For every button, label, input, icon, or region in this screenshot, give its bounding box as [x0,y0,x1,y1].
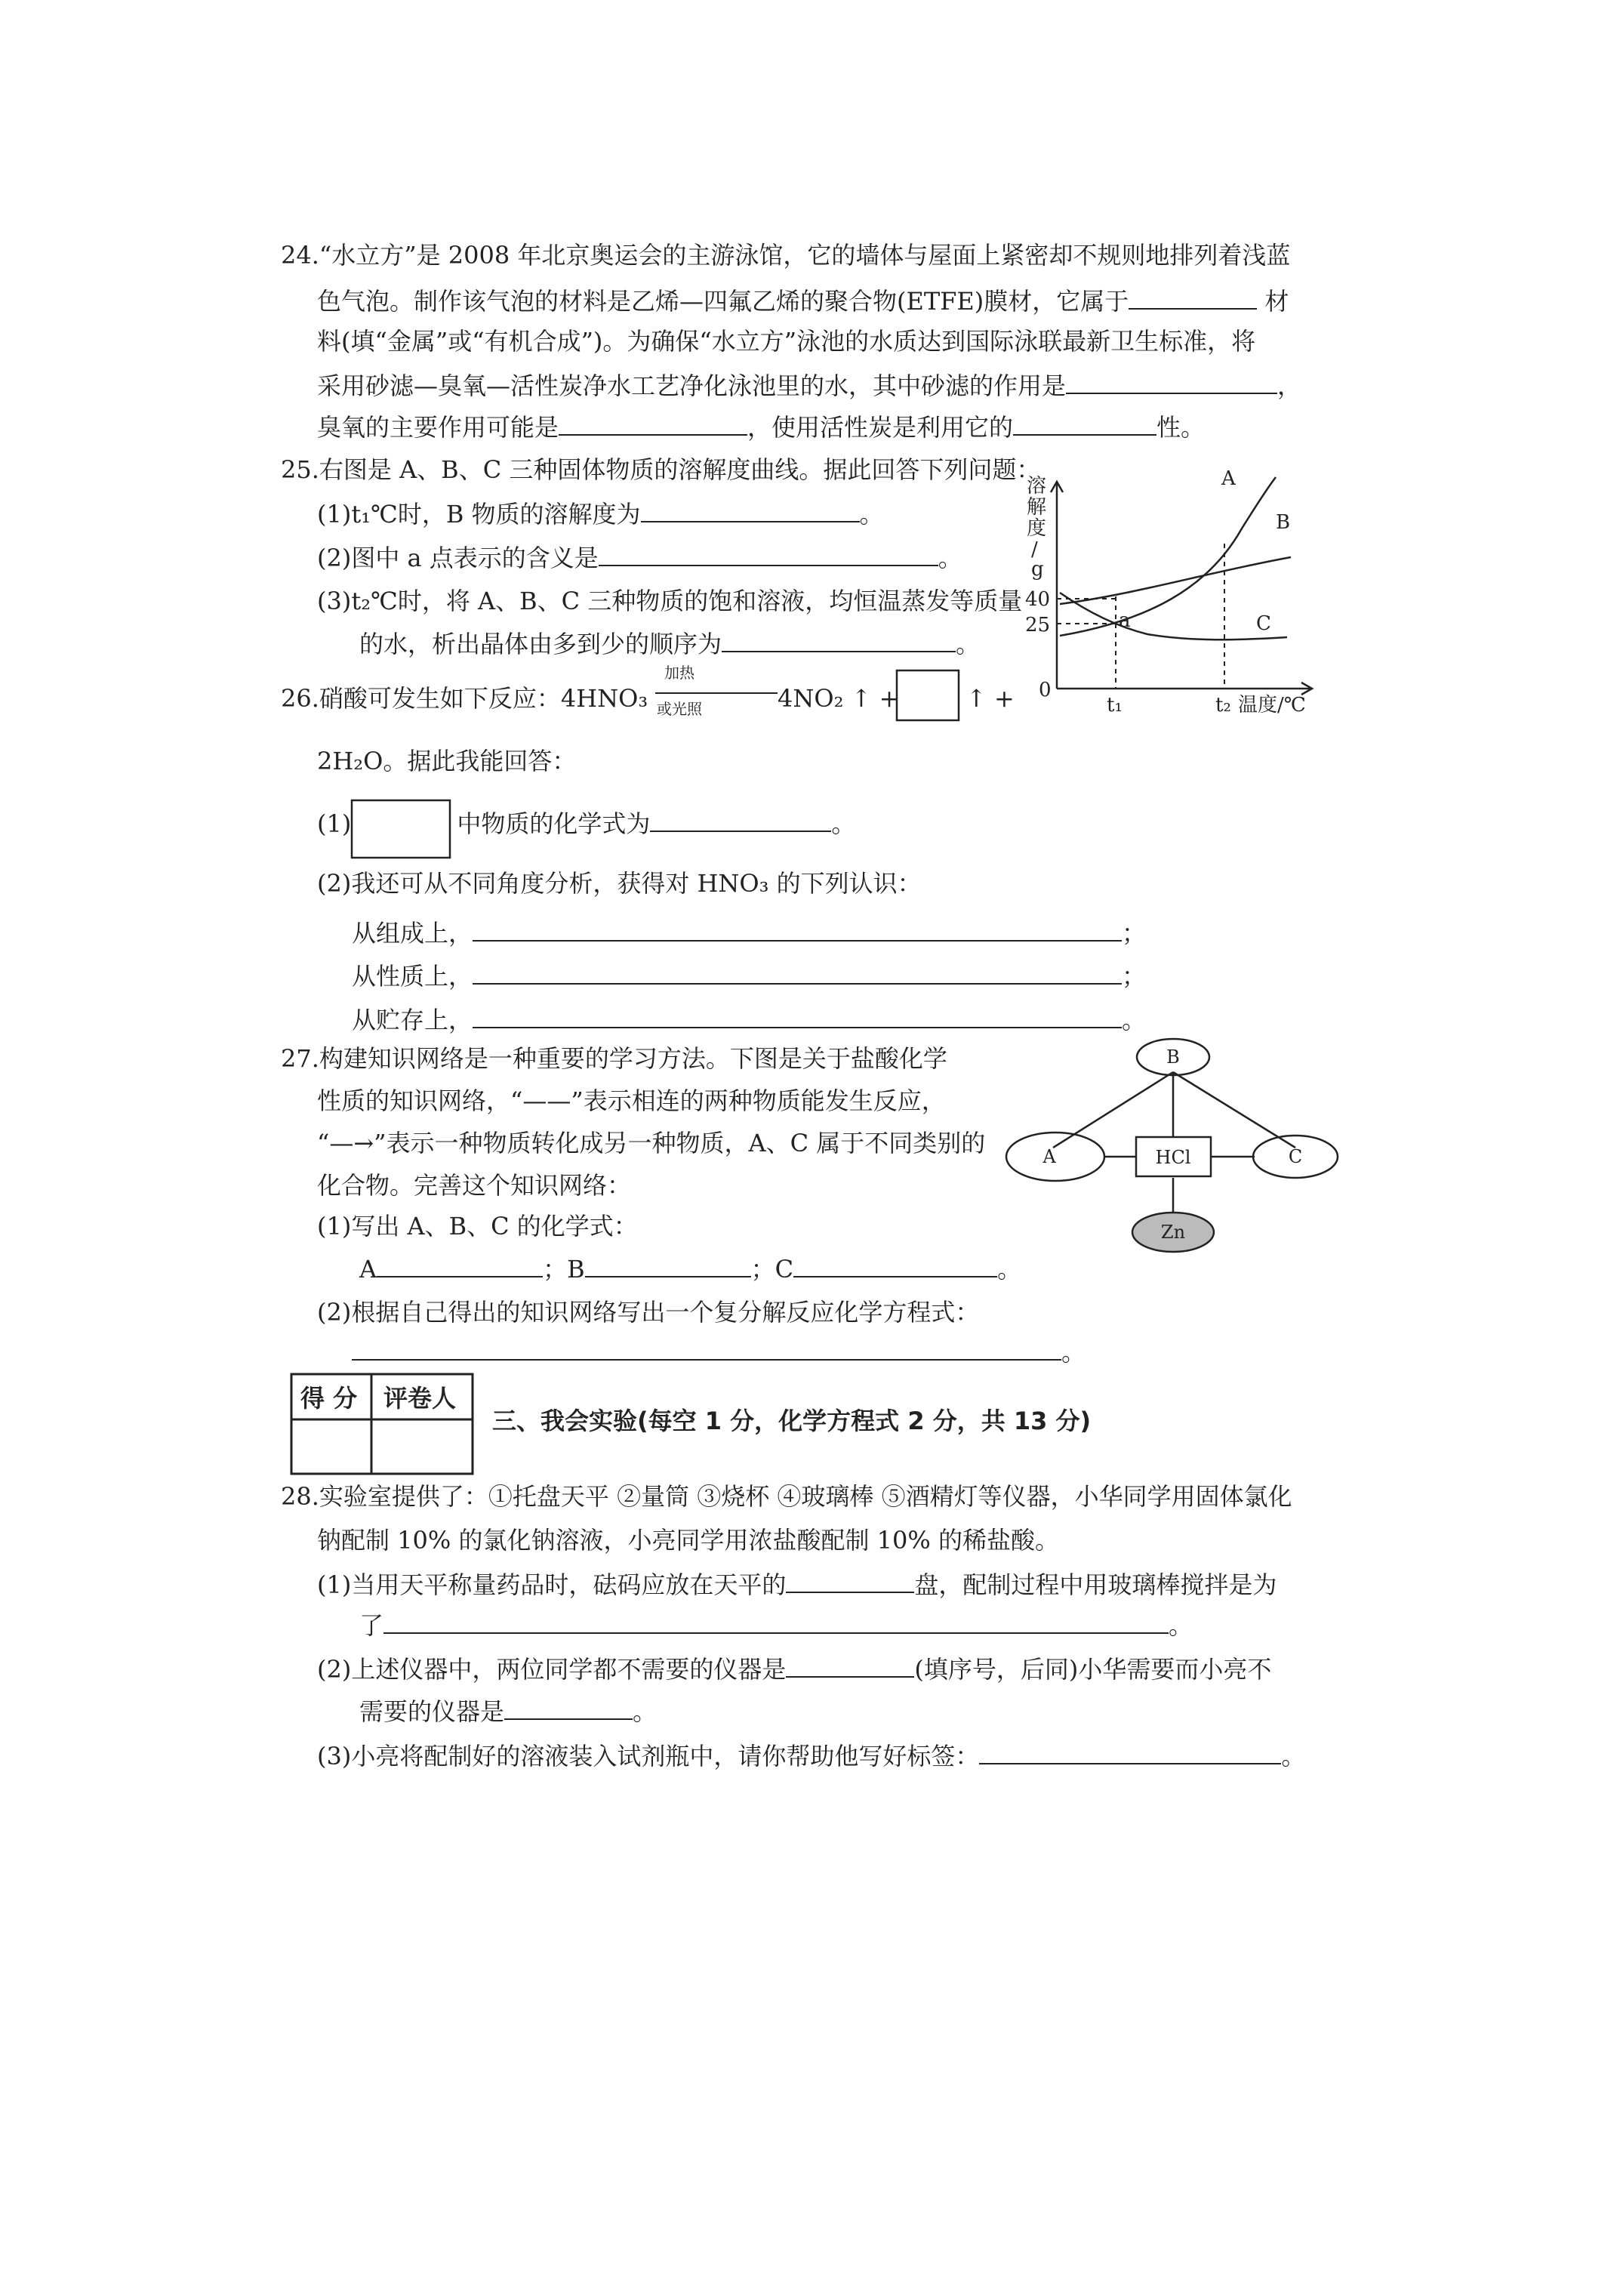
score-table-frame [291,1374,473,1474]
chart-ylabel-5: g [1031,558,1044,581]
q26-eq-left: 26.硝酸可发生如下反应：4HNO₃ [281,684,648,713]
chart-tick-t2: t₂ [1215,694,1231,717]
node-hcl-label: HCl [1155,1147,1191,1168]
solubility-chart [1051,477,1312,695]
chart-tick-t1: t₁ [1107,694,1123,717]
chart-labels [1025,467,1306,717]
q26-eq-mid: 4NO₂ ↑ + [778,684,900,713]
q27-sub2: (2)根据自己得出的知识网络写出一个复分解反应化学方程式： [317,1298,980,1327]
q25-part3-end: 。 [956,630,981,658]
q25-part2-text: (2)图中 a 点表示的含义是 [317,544,599,572]
q24-line5-end: 性。 [1156,413,1206,442]
node-zn-label: Zn [1160,1222,1186,1243]
q27-equation-end: 。 [1061,1338,1086,1367]
q27-line4: 化合物。完善这个知识网络： [317,1171,632,1200]
q26-condition-top: 加热 [664,664,694,682]
chart-label-c: C [1256,612,1271,635]
q26-line2: 2H₂O。据此我能回答： [317,747,577,775]
chart-label-a: A [1221,467,1236,490]
q25-part1-text: (1)t₁℃时，B 物质的溶解度为 [317,500,641,529]
q24-line4-text: 采用砂滤—臭氧—活性炭净水工艺净化泳池里的水，其中砂滤的作用是 [317,371,1067,400]
q28-sub1-text: (1)当用天平称量药品时，砝码应放在天平的 [317,1570,787,1599]
q24-line3: 料(填“金属”或“有机合成”)。为确保“水立方”泳池的水质达到国际泳联最新卫生标准，将 [317,327,1256,356]
q28-line1: 28.实验室提供了：①托盘天平 ②量筒 ③烧杯 ④玻璃棒 ⑤酒精灯等仪器，小华同学用固体氯化 [281,1482,1292,1511]
chart-origin: 0 [1039,679,1052,701]
node-b-label: B [1166,1046,1180,1068]
q27-line2: 性质的知识网络，“——”表示相连的两种物质能发生反应， [317,1086,946,1115]
q26-sub2: (2)我还可从不同角度分析，获得对 HNO₃ 的下列认识： [317,869,922,898]
chart-ylabel-2: 解 [1027,496,1047,519]
q28-sub3-text: (3)小亮将配制好的溶液装入试剂瓶中，请你帮助他写好标签： [317,1742,980,1771]
q27-sub1: (1)写出 A、B、C 的化学式： [317,1212,638,1240]
q25-line4: (3)t₂℃时，将 A、B、C 三种物质的饱和溶液，均恒温蒸发等质量 [317,587,1023,615]
q28-sub1-mid: 盘，配制过程中用玻璃棒搅拌是为 [914,1570,1277,1599]
chart-ylabel-3: 度 [1027,517,1047,540]
hcl-network [1006,1039,1338,1252]
q24-line2-text: 色气泡。制作该气泡的材料是乙烯—四氟乙烯的聚合物(ETFE)膜材，它属于 [317,287,1129,316]
q26-composition-label: 从组成上， [352,919,473,948]
q27-label-b: ；B [543,1255,585,1284]
q27-label-c: ；C [750,1255,794,1284]
q28-sub2-mid: (填序号，后同)小华需要而小亮不 [914,1655,1272,1684]
chart-tick-40: 40 [1025,588,1051,611]
q24-line4-end: ， [1277,371,1302,400]
q28-sub1-end: 。 [1169,1611,1193,1640]
q25-line1: 25.右图是 A、B、C 三种固体物质的溶解度曲线。据此回答下列问题： [281,455,1041,484]
q28-sub2-end: 。 [633,1697,658,1726]
node-c-label: C [1288,1146,1303,1167]
q27-line3: “—→”表示一种物质转化成另一种物质，A、C 属于不同类别的 [317,1129,986,1157]
score-table [291,1374,473,1474]
q25-part1-end: 。 [859,500,884,529]
q27-label-a: A [359,1255,377,1284]
q24-line2-end: 材 [1264,287,1289,316]
score-cell-label: 得 分 [300,1384,358,1413]
q26-property-label: 从性质上， [352,962,473,991]
q26-sub1-text: 中物质的化学式为 [457,809,651,838]
chart-tick-25: 25 [1025,614,1051,636]
q26-sub1-num: (1) [317,809,352,838]
q27-line1: 27.构建知识网络是一种重要的学习方法。下图是关于盐酸化学 [281,1044,947,1073]
q25-part2-end: 。 [938,544,962,572]
q24-line5-mid: ，使用活性炭是利用它的 [747,413,1014,442]
chart-label-b: B [1276,511,1291,534]
q26-sub1-end: 。 [831,809,856,838]
q28-line2: 钠配制 10% 的氯化钠溶液，小亮同学用浓盐酸配制 10% 的稀盐酸。 [317,1526,1059,1555]
q26-property-end: ； [1122,962,1147,991]
q26-storage-label: 从贮存上， [352,1006,473,1034]
chart-ylabel-4: / [1031,538,1038,561]
q28-sub2-text: (2)上述仪器中，两位同学都不需要的仪器是 [317,1655,787,1684]
node-a-label: A [1042,1146,1056,1167]
q26-unknown-box[interactable] [897,670,959,720]
q28-sub3-end: 。 [1281,1742,1306,1771]
q26-sub1-box [352,800,450,858]
q24-line1: 24.“水立方”是 2008 年北京奥运会的主游泳馆，它的墙体与屋面上紧密却不规则地排列着浅蓝 [281,241,1291,270]
q26-composition-end: ； [1122,919,1147,948]
chart-ylabel-1: 溶 [1027,475,1047,498]
section3-title: 三、我会实验(每空 1 分，化学方程式 2 分，共 13 分) [492,1407,1092,1435]
grader-cell-label: 评卷人 [383,1384,457,1413]
q28-sub2-cont-text: 需要的仪器是 [359,1697,505,1726]
q26-condition-bottom: 或光照 [657,700,702,718]
q26-eq-right: ↑ + [966,684,1015,713]
chart-xlabel: 温度/℃ [1238,694,1306,717]
chart-point-a: a [1119,609,1131,632]
q24-line5-text: 臭氧的主要作用可能是 [317,413,559,442]
q27-formulas-end: 。 [997,1255,1022,1284]
q28-sub1-cont-text: 了 [359,1611,384,1640]
q25-part3-text: 的水，析出晶体由多到少的顺序为 [359,630,722,658]
q26-storage-end: 。 [1122,1006,1147,1034]
